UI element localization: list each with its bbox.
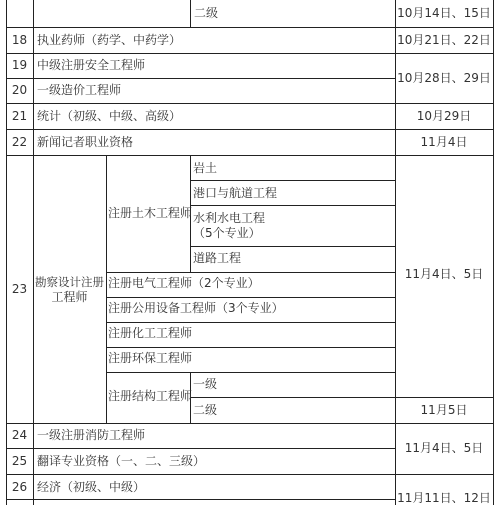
table-cell-no: 25 — [11, 454, 28, 468]
table-cell-date: 11月4日 — [420, 135, 468, 149]
row-line — [106, 372, 396, 373]
row-line — [190, 205, 396, 206]
row-line — [190, 397, 494, 398]
table-cell-sub: 二级 — [194, 6, 219, 20]
category-label-line2: 工程师 — [51, 290, 88, 304]
table-cell-no: 19 — [11, 58, 28, 72]
table-cell-date: 10月21日、22日 — [397, 33, 491, 47]
row-line — [6, 53, 494, 54]
row-line — [6, 129, 494, 130]
row-line — [6, 78, 396, 79]
table-border-right — [493, 0, 494, 505]
table-cell-no: 23 — [11, 282, 28, 296]
civil-engineer-label: 注册土木工程师 — [108, 206, 193, 220]
column-divider-category — [106, 155, 107, 423]
table-cell-date: 10月14日、15日 — [397, 6, 491, 20]
row-line — [6, 103, 494, 104]
structural-sub-level1: 一级 — [193, 377, 218, 391]
column-divider-no — [33, 0, 34, 505]
table-cell-no: 21 — [11, 109, 28, 123]
public-equipment-engineer-label: 注册公用设备工程师（3个专业） — [108, 301, 284, 315]
civil-sub-water: 水利水电工程 — [193, 211, 266, 225]
row-line — [106, 297, 396, 298]
table-cell-no: 20 — [11, 83, 28, 97]
table-cell-name: 一级注册消防工程师 — [37, 428, 146, 442]
row-line — [106, 322, 396, 323]
row-line — [6, 155, 494, 156]
column-divider-sub-top — [190, 0, 191, 27]
row-line — [6, 499, 396, 500]
table-cell-date: 11月11日、12日 — [397, 491, 491, 505]
table-cell-name: 翻译专业资格（一、二、三级） — [37, 454, 206, 468]
row-line — [106, 272, 396, 273]
table-cell-no: 26 — [11, 480, 28, 494]
table-cell-date: 11月4日、5日 — [404, 267, 484, 281]
structural-sub-level2: 二级 — [193, 403, 218, 417]
row-line — [190, 246, 396, 247]
table-cell-no: 18 — [11, 33, 28, 47]
table-cell-name: 执业药师（药学、中药学） — [37, 33, 182, 47]
civil-sub-geotechnical: 岩土 — [193, 161, 218, 175]
row-line — [6, 448, 396, 449]
row-line — [106, 347, 396, 348]
chemical-engineer-label: 注册化工工程师 — [108, 326, 193, 340]
table-cell-name: 经济（初级、中级） — [37, 480, 146, 494]
row-line — [190, 180, 396, 181]
row-line — [6, 423, 494, 424]
table-cell-date: 11月5日 — [420, 403, 468, 417]
row-line — [6, 474, 494, 475]
table-cell-name: 一级造价工程师 — [37, 83, 122, 97]
table-cell-no: 22 — [11, 135, 28, 149]
table-cell-date: 10月29日 — [416, 109, 472, 123]
table-cell-name: 统计（初级、中级、高级） — [37, 109, 182, 123]
table-cell-date: 10月28日、29日 — [397, 71, 491, 85]
table-cell-no: 24 — [11, 428, 28, 442]
civil-sub-port: 港口与航道工程 — [193, 186, 278, 200]
row-line — [6, 27, 494, 28]
electrical-engineer-label: 注册电气工程师（2个专业） — [108, 276, 260, 290]
structural-engineer-label: 注册结构工程师 — [108, 389, 193, 403]
civil-sub-water-note: （5个专业） — [193, 226, 261, 240]
environmental-engineer-label: 注册环保工程师 — [108, 351, 193, 365]
table-cell-name: 中级注册安全工程师 — [37, 58, 146, 72]
category-label-line1: 勘察设计注册 — [35, 275, 104, 289]
civil-sub-road: 道路工程 — [193, 251, 242, 265]
table-cell-name: 新闻记者职业资格 — [37, 135, 134, 149]
table-cell-date: 11月4日、5日 — [404, 441, 484, 455]
